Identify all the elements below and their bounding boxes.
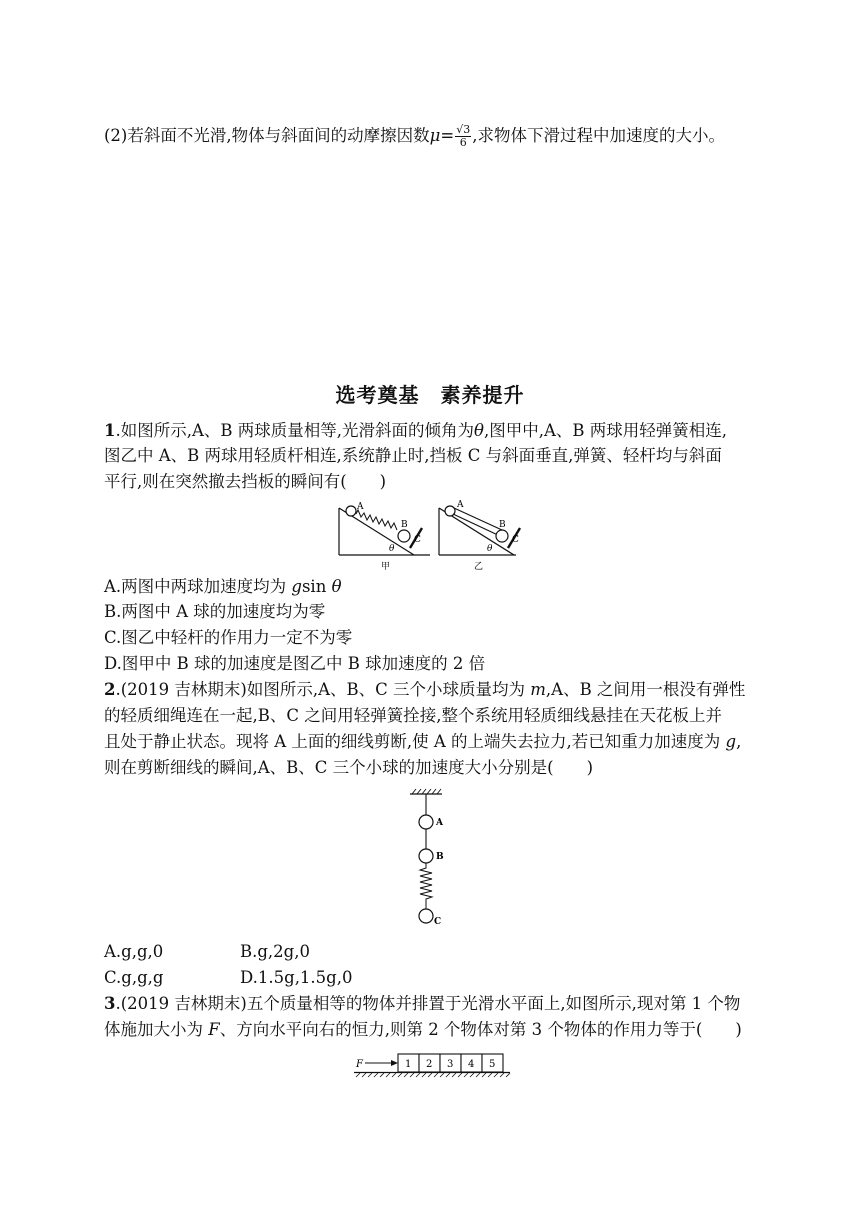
label-a: A <box>357 502 364 512</box>
label-b: B <box>401 520 408 530</box>
theta-symbol: θ <box>331 577 342 596</box>
q1-text-a: .如图所示,A、B 两球质量相等,光滑斜面的倾角为 <box>115 421 475 440</box>
label-b: B <box>436 852 444 862</box>
block-label-5: 5 <box>489 1059 496 1070</box>
rod-lower <box>453 514 500 536</box>
label-theta: θ <box>389 544 395 554</box>
section-title: 选考奠基 素养提升 <box>335 383 525 407</box>
q2-line-3 <box>104 731 741 753</box>
equals-sign: = <box>440 126 455 145</box>
option-a-text: A.两图中两球加速度均为 <box>104 577 292 596</box>
q2-line-4: 则在剪断细线的瞬间,A、B、C 三个小球的加速度大小分别是( ) <box>104 758 594 777</box>
force-symbol: F <box>208 1020 220 1039</box>
sin-text: sin <box>301 577 332 596</box>
q2-text-a: .(2019 吉林期末)如图所示,A、B、C 三个小球质量均为 <box>115 680 531 699</box>
label-a: A <box>457 500 464 510</box>
q1-figure-yi <box>436 498 536 570</box>
label-c: C <box>414 535 421 545</box>
g-symbol: g <box>291 577 302 596</box>
fraction-denominator: 6 <box>459 136 467 149</box>
q1-line-3: 平行,则在突然撤去挡板的瞬间有( ) <box>104 472 387 491</box>
q2-line-1 <box>104 679 745 701</box>
q1-figure-jia <box>336 498 436 570</box>
label-c: C <box>434 917 442 927</box>
ball-b <box>419 849 433 863</box>
q1-line-1 <box>104 420 727 442</box>
part2-text: (2)若斜面不光滑,物体与斜面间的动摩擦因数 <box>104 126 430 145</box>
q2-option-d: D.1.5g,1.5g,0 <box>240 968 353 987</box>
q3-text-b: 体施加大小为 <box>104 1020 209 1039</box>
label-f: F <box>356 1059 363 1070</box>
q2-line-2: 的轻质细绳连在一起,B、C 之间用轻弹簧拴接,整个系统用轻质细线悬挂在天花板上并 <box>104 706 722 725</box>
arrow-head <box>391 1060 398 1066</box>
label-c: C <box>512 535 519 545</box>
q2-number: 2 <box>104 680 116 699</box>
label-b: B <box>499 520 506 530</box>
q1-text-b: ,图甲中,A、B 两球用轻弹簧相连, <box>483 421 727 440</box>
label-a: A <box>436 818 443 828</box>
ball-c <box>419 909 433 923</box>
q1-option-d: D.图甲中 B 球的加速度是图乙中 B 球加速度的 2 倍 <box>104 654 486 673</box>
q2-text-c: 且处于静止状态。现将 A 上面的细线剪断,使 A 的上端失去拉力,若已知重力加速度为 <box>104 732 726 751</box>
block-label-1: 1 <box>405 1059 412 1070</box>
ball-a <box>346 506 356 516</box>
q1-option-a <box>104 576 342 598</box>
q3-figure <box>354 1052 514 1082</box>
floor-hatch <box>356 1073 510 1077</box>
q2-option-b: B.g,2g,0 <box>240 942 310 961</box>
friction-fraction <box>455 124 471 149</box>
block-label-4: 4 <box>468 1059 475 1070</box>
label-yi: 乙 <box>474 562 484 572</box>
q2-option-a: A.g,g,0 <box>104 942 164 961</box>
q3-number: 3 <box>104 994 116 1013</box>
q1-option-c: C.图乙中轻杆的作用力一定不为零 <box>104 628 353 647</box>
rod-upper <box>454 508 502 530</box>
q2-option-c: C.g,g,g <box>104 968 164 987</box>
g-symbol: g <box>725 732 737 751</box>
part2-text-end: ,求物体下滑过程中加速度的大小。 <box>472 126 725 145</box>
q2-figure <box>400 786 460 928</box>
mu-symbol: μ <box>429 126 441 145</box>
block-label-3: 3 <box>447 1059 454 1070</box>
label-jia: 甲 <box>381 562 391 572</box>
question-part-2 <box>104 124 725 149</box>
ball-b <box>496 530 508 542</box>
q2-text-d: , <box>736 732 742 751</box>
ball-a <box>419 815 433 829</box>
spring <box>356 510 397 530</box>
label-theta: θ <box>487 544 493 554</box>
q3-text-c: 、方向水平向右的恒力,则第 2 个物体对第 3 个物体的作用力等于( ) <box>219 1020 742 1039</box>
q1-number: 1 <box>104 421 116 440</box>
m-symbol: m <box>530 680 546 699</box>
spring <box>420 863 432 909</box>
q3-line-1 <box>104 993 740 1015</box>
fraction-numerator: √3 <box>456 123 471 136</box>
ball-b <box>398 530 410 542</box>
block-label-2: 2 <box>426 1059 433 1070</box>
ceiling-hatch <box>412 789 441 794</box>
theta-symbol: θ <box>474 421 484 440</box>
q3-text-a: .(2019 吉林期末)五个质量相等的物体并排置于光滑水平面上,如图所示,现对第 1 个物 <box>115 994 741 1013</box>
q3-line-2 <box>104 1019 742 1041</box>
q1-line-2: 图乙中 A、B 两球用轻质杆相连,系统静止时,挡板 C 与斜面垂直,弹簧、轻杆均与斜面 <box>104 446 722 465</box>
q2-text-b: ,A、B 之间用一根没有弹性 <box>545 680 746 699</box>
q1-option-b: B.两图中 A 球的加速度均为零 <box>104 602 326 621</box>
